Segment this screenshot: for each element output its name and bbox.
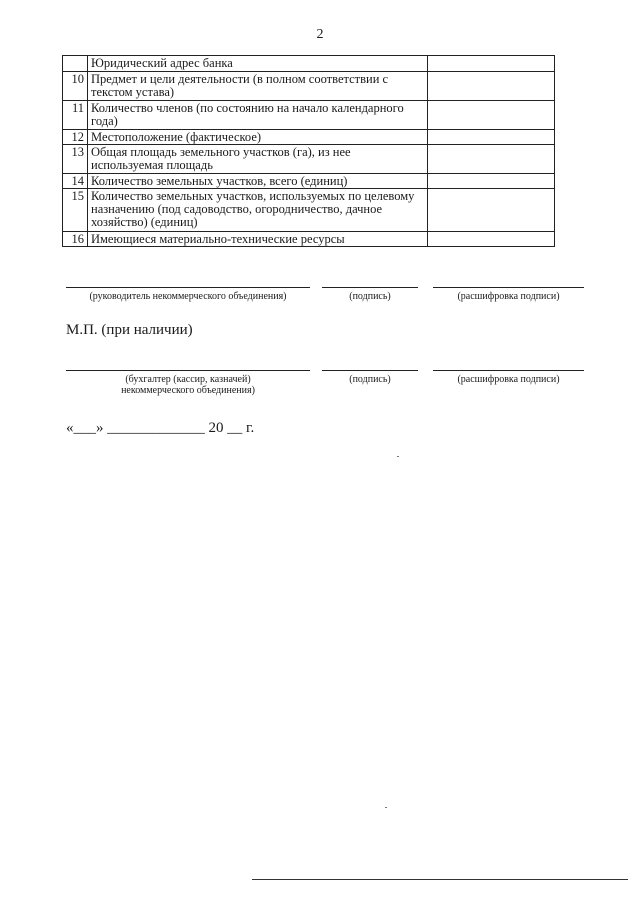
signature-caption: (подпись) (349, 374, 391, 385)
row-label: Имеющиеся материально-технические ресурсы (88, 232, 428, 247)
table-row (63, 232, 555, 247)
row-value-cell[interactable] (428, 189, 555, 232)
row-label: Общая площадь земельного участков (га), из нее используемая площадь (88, 145, 428, 174)
decoding-caption: (расшифровка подписи) (457, 291, 560, 302)
row-label: Количество земельных участков, всего (единиц) (88, 174, 428, 189)
row-number: 15 (63, 189, 88, 232)
row-number: 12 (63, 130, 88, 145)
row-value-cell[interactable] (428, 72, 555, 101)
signature-caption: (подпись) (349, 291, 391, 302)
row-number: 10 (63, 72, 88, 101)
head-caption: (руководитель некоммерческого объединения) (89, 291, 287, 302)
row-value-cell[interactable] (428, 56, 555, 72)
decoding-caption: (расшифровка подписи) (457, 374, 560, 385)
accountant-caption-line1: (бухгалтер (кассир, казначей) (125, 374, 251, 385)
accountant-caption-line2: некоммерческого объединения) (121, 385, 255, 396)
table-row (63, 145, 555, 174)
table-row (63, 101, 555, 130)
row-value-cell[interactable] (428, 130, 555, 145)
accountant-name-line[interactable] (66, 370, 310, 371)
bottom-rule (252, 879, 628, 880)
row-value-cell[interactable] (428, 145, 555, 174)
table-row (63, 72, 555, 101)
row-value-cell[interactable] (428, 174, 555, 189)
scan-speck (385, 807, 387, 808)
row-label: Местоположение (фактическое) (88, 130, 428, 145)
table-row (63, 130, 555, 145)
row-number: 16 (63, 232, 88, 247)
accountant-signature-line[interactable] (322, 370, 418, 371)
table-row (63, 189, 555, 232)
row-number: 11 (63, 101, 88, 130)
row-label: Количество членов (по состоянию на начало календарного года) (88, 101, 428, 130)
organization-info-table (62, 55, 555, 247)
accountant-decoding-line[interactable] (433, 370, 584, 371)
row-value-cell[interactable] (428, 232, 555, 247)
accountant-caption (66, 374, 310, 396)
date-line[interactable]: «___» _____________ 20 __ г. (66, 420, 255, 436)
table-row (63, 56, 555, 72)
stamp-placeholder: М.П. (при наличии) (66, 322, 193, 338)
scan-speck (397, 456, 399, 457)
head-decoding-line[interactable] (433, 287, 584, 288)
row-label: Предмет и цели деятельности (в полном соответствии с текстом устава) (88, 72, 428, 101)
table-row (63, 174, 555, 189)
row-number (63, 56, 88, 72)
row-label: Юридический адрес банка (88, 56, 428, 72)
page-number: 2 (316, 27, 324, 42)
head-signature-line[interactable] (322, 287, 418, 288)
row-number: 13 (63, 145, 88, 174)
row-label: Количество земельных участков, используемых по целевому назначению (под садоводство, огородничество, дачное хозяйство) (единиц) (88, 189, 428, 232)
row-value-cell[interactable] (428, 101, 555, 130)
head-name-line[interactable] (66, 287, 310, 288)
row-number: 14 (63, 174, 88, 189)
